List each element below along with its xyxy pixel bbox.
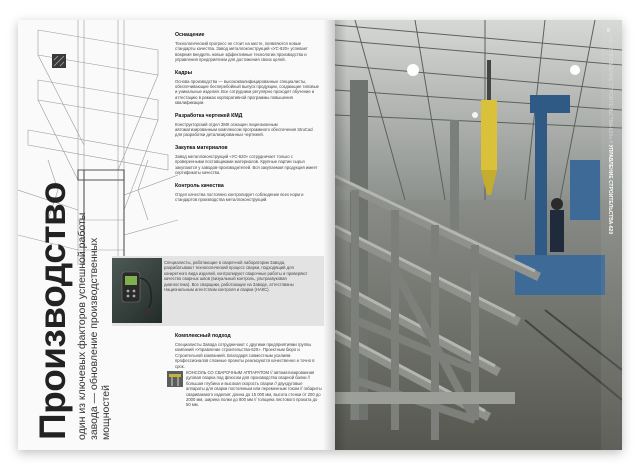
- welding-console-icon: [167, 371, 183, 387]
- section-body: Отдел качества постоянно контролирует соблюдение всех норм и стандартов производства металлоконструкций.: [175, 191, 304, 202]
- flaw-detector-icon: [112, 258, 162, 323]
- section-procurement: [175, 145, 320, 176]
- welding-lab-text: Специалисты, работающие в сварочной лаборатории Завода, разрабатывают технологический процесс сварки, подходящий для конкретного вида изделий, контролируют сварочные работы и проверяют качество сварных швов (визуальный контроль, ультразвуковая диагностика). Все сварщики, работающие на Заводе, аттестованы Национальным агентством контроля и сварки (НАКС).: [164, 260, 308, 293]
- factory-hall-photo: [335, 20, 622, 450]
- text-column: [175, 32, 320, 209]
- console-caption: КОНСОЛЬ СО СВАРОЧНЫМ АППАРАТОМ // автоматизированная дуговая сварка под флюсом для производства сварной балки // большая глубина и высокая скорость сварки // двухдуговые аппараты для сварки постоянным или переменным током // габариты свариваемого изделия: длина до 15 000 мм, высота стенки от 200 до 2000 мм, ширина полки до 800 мм // толщина листового проката до 50 мм.: [186, 370, 322, 408]
- section-heading: Комплексный подход: [175, 333, 231, 339]
- section-body: Завод металлоконструкций «УС-620» сотрудничает только с проверенными поставщиками материалов. Крупные партии сырья закупаются у заводов-производителей. Вся закупаемая продукция имеет сертификаты качества.: [175, 153, 318, 176]
- section-heading: Оснащение: [175, 32, 205, 38]
- ultrasonic-device-photo: [112, 258, 162, 323]
- brochure-spread: [18, 20, 622, 450]
- console-thumbnail: [167, 371, 183, 387]
- section-heading: Закупка материалов: [175, 144, 228, 151]
- vertical-title-block: [32, 40, 132, 440]
- section-body: Конструкторский отдел ЗМК оснащен лицензионным автоматизированным комплексом программного обеспечения StruCad для разработки детализированных чертежей.: [175, 121, 313, 138]
- section-equipment: [175, 32, 320, 63]
- section-heading: Контроль качества: [175, 182, 224, 189]
- right-page: [335, 20, 622, 450]
- section-staff: [175, 70, 320, 106]
- section-heading: Кадры: [175, 69, 193, 76]
- section-heading: Разработка чертежей КМД: [175, 112, 243, 119]
- section-quality: [175, 183, 320, 203]
- left-page: [18, 20, 335, 450]
- section-body: Основа производства — высококвалифицированные специалисты, обеспечивающие бесперебойный выпуск продукции, создающие типовые и уникальные изделия. Все сотрудники регулярно проходят обучение и аттестацию в рамках корпоративной программы повышения квалификации.: [175, 78, 319, 106]
- page-number: 9: [607, 28, 610, 34]
- section-body: Специалисты Завода сотрудничают с другими предприятиями группы компаний «Управление строительства-620». Проектным бюро и Строительной компанией. Благодаря совместным усилиям профессионалов сложные проекты реализуются качественно и точно в срок.: [175, 342, 315, 369]
- running-head: [597, 34, 613, 274]
- section-drawings: [175, 113, 320, 138]
- page-subtitle: один из ключевых факторов успешной работы завода — обновление производственных мощностей: [76, 212, 112, 440]
- center-fold-shadow: [323, 20, 347, 450]
- running-head-light: ЗМК «УПРАВЛЕНИЕ СТРОИТЕЛЬСТВА-620» //: [607, 34, 613, 145]
- section-body: Технологический прогресс не стоит на месте, появляются новые стандарты качества. Завод металлоконструкций «УС-620» успевает вовремя внедрять новые эффективные технологии производства и управления предприятием для достижения своих целей.: [175, 41, 308, 63]
- page-title: Производство: [32, 182, 73, 440]
- running-head-bold: УПРАВЛЕНИЕ СТРОИТЕЛЬСТВА-620: [607, 144, 613, 235]
